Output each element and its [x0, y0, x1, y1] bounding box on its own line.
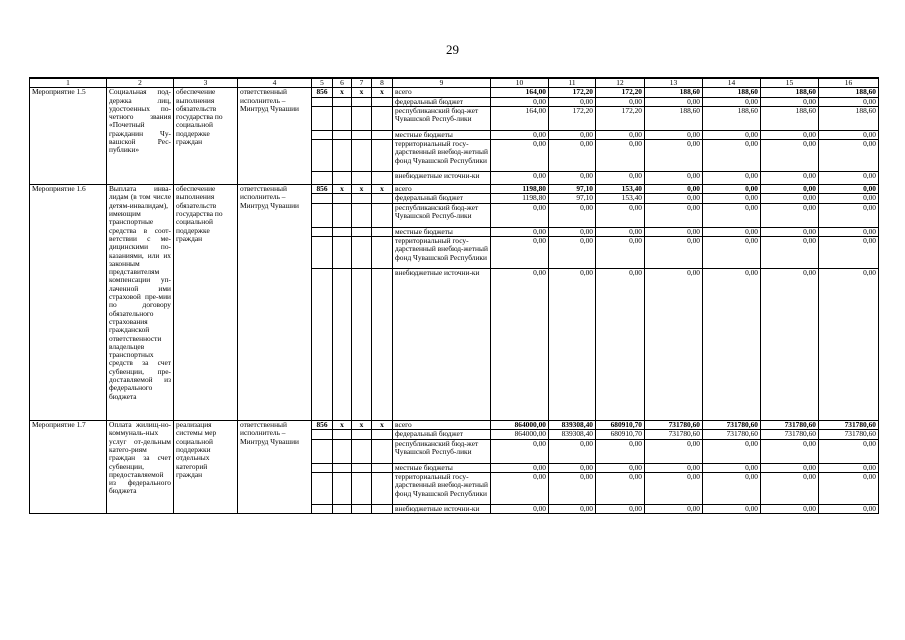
funding-source: местные бюджеты [393, 130, 491, 139]
empty-cell [352, 237, 372, 269]
empty-cell [333, 463, 352, 472]
empty-cell [312, 237, 333, 269]
empty-cell [312, 106, 333, 130]
amount-cell: 188,60 [761, 106, 819, 130]
measure-code: 856 [312, 421, 333, 430]
amount-cell: 0,00 [761, 439, 819, 463]
amount-cell: 0,00 [703, 185, 761, 194]
empty-cell [312, 504, 333, 513]
amount-cell: 0,00 [491, 439, 549, 463]
amount-cell: 0,00 [596, 140, 645, 172]
amount-cell: 0,00 [819, 237, 879, 269]
amount-cell: 164,00 [491, 106, 549, 130]
amount-cell: 0,00 [491, 140, 549, 172]
empty-cell [312, 97, 333, 106]
amount-cell: 0,00 [549, 172, 596, 185]
empty-cell [352, 194, 372, 203]
col-header: 13 [645, 78, 703, 88]
empty-cell [333, 227, 352, 236]
measure-x-mark: x [372, 185, 393, 194]
amount-cell: 0,00 [596, 439, 645, 463]
empty-cell [352, 269, 372, 421]
amount-cell: 0,00 [761, 463, 819, 472]
amount-cell: 0,00 [491, 172, 549, 185]
amount-cell: 731780,60 [703, 430, 761, 439]
measure-executor: ответственный исполнитель – Минтруд Чувашии [238, 185, 312, 421]
measure-name: Мероприятие 1.5 [30, 88, 107, 185]
amount-cell: 0,00 [491, 97, 549, 106]
amount-cell: 0,00 [819, 203, 879, 227]
amount-cell: 731780,60 [819, 421, 879, 430]
empty-cell [372, 194, 393, 203]
amount-cell: 1198,80 [491, 194, 549, 203]
measure-total-row [30, 421, 879, 430]
funding-source: местные бюджеты [393, 227, 491, 236]
empty-cell [372, 172, 393, 185]
measure-executor: ответственный исполнитель – Минтруд Чувашии [238, 421, 312, 514]
amount-cell: 0,00 [491, 504, 549, 513]
amount-cell: 0,00 [703, 269, 761, 421]
funding-source: республиканский бюд-жет Чувашской Респуб-лики [393, 203, 491, 227]
empty-cell [372, 439, 393, 463]
amount-cell: 0,00 [549, 203, 596, 227]
empty-cell [333, 237, 352, 269]
measure-name: Мероприятие 1.6 [30, 185, 107, 421]
amount-cell: 0,00 [645, 269, 703, 421]
measure-x-mark: x [372, 88, 393, 97]
amount-cell: 0,00 [819, 130, 879, 139]
amount-cell: 731780,60 [703, 421, 761, 430]
amount-cell: 172,20 [549, 88, 596, 97]
amount-cell: 0,00 [761, 172, 819, 185]
col-header: 11 [549, 78, 596, 88]
empty-cell [372, 106, 393, 130]
empty-cell [372, 203, 393, 227]
measure-x-mark: x [333, 421, 352, 430]
empty-cell [352, 130, 372, 139]
empty-cell [372, 130, 393, 139]
amount-cell: 731780,60 [819, 430, 879, 439]
empty-cell [352, 106, 372, 130]
amount-cell: 188,60 [703, 106, 761, 130]
amount-cell: 731780,60 [645, 421, 703, 430]
amount-cell: 188,60 [819, 88, 879, 97]
empty-cell [312, 439, 333, 463]
amount-cell: 0,00 [819, 227, 879, 236]
measure-x-mark: x [333, 185, 352, 194]
amount-cell: 0,00 [761, 185, 819, 194]
measure-purpose: обеспечение выполнения обязательств государства по социальной поддержке граждан [174, 88, 238, 185]
empty-cell [312, 194, 333, 203]
empty-cell [372, 472, 393, 504]
amount-cell: 0,00 [703, 172, 761, 185]
funding-source: республиканский бюд-жет Чувашской Респуб-лики [393, 106, 491, 130]
amount-cell: 0,00 [596, 227, 645, 236]
empty-cell [372, 237, 393, 269]
amount-cell: 188,60 [703, 88, 761, 97]
amount-cell: 0,00 [703, 194, 761, 203]
amount-cell: 680910,70 [596, 430, 645, 439]
empty-cell [333, 430, 352, 439]
funding-source: внебюджетные источни-ки [393, 504, 491, 513]
funding-source: республиканский бюд-жет Чувашской Респуб-лики [393, 439, 491, 463]
amount-cell: 0,00 [819, 269, 879, 421]
empty-cell [352, 472, 372, 504]
empty-cell [352, 140, 372, 172]
amount-cell: 0,00 [645, 185, 703, 194]
measure-code: 856 [312, 88, 333, 97]
amount-cell: 0,00 [549, 269, 596, 421]
amount-cell: 0,00 [645, 203, 703, 227]
amount-cell: 188,60 [761, 88, 819, 97]
empty-cell [312, 172, 333, 185]
funding-source: внебюджетные источни-ки [393, 172, 491, 185]
empty-cell [352, 97, 372, 106]
amount-cell: 0,00 [761, 97, 819, 106]
empty-cell [352, 439, 372, 463]
funding-source: федеральный бюджет [393, 97, 491, 106]
amount-cell: 97,10 [549, 194, 596, 203]
amount-cell: 0,00 [761, 227, 819, 236]
amount-cell: 0,00 [491, 472, 549, 504]
amount-cell: 97,10 [549, 185, 596, 194]
col-header: 5 [312, 78, 333, 88]
funding-source: местные бюджеты [393, 463, 491, 472]
amount-cell: 0,00 [549, 130, 596, 139]
empty-cell [333, 172, 352, 185]
amount-cell: 0,00 [491, 130, 549, 139]
amount-cell: 188,60 [819, 106, 879, 130]
amount-cell: 0,00 [645, 439, 703, 463]
measure-code: 856 [312, 185, 333, 194]
amount-cell: 0,00 [761, 130, 819, 139]
measure-purpose: реализация системы мер социальной поддержки отдельных категорий граждан [174, 421, 238, 514]
amount-cell: 0,00 [645, 140, 703, 172]
col-header: 8 [372, 78, 393, 88]
empty-cell [312, 430, 333, 439]
col-header: 12 [596, 78, 645, 88]
amount-cell: 0,00 [703, 463, 761, 472]
amount-cell: 0,00 [549, 97, 596, 106]
measure-total-row [30, 185, 879, 194]
empty-cell [372, 227, 393, 236]
amount-cell: 172,20 [549, 106, 596, 130]
amount-cell: 839308,40 [549, 430, 596, 439]
amount-cell: 172,20 [596, 88, 645, 97]
empty-cell [333, 439, 352, 463]
empty-cell [312, 269, 333, 421]
empty-cell [352, 172, 372, 185]
empty-cell [352, 227, 372, 236]
amount-cell: 0,00 [491, 463, 549, 472]
measure-executor: ответственный исполнитель – Минтруд Чувашии [238, 88, 312, 185]
amount-cell: 153,40 [596, 185, 645, 194]
amount-cell: 0,00 [819, 439, 879, 463]
amount-cell: 680910,70 [596, 421, 645, 430]
amount-cell: 0,00 [491, 269, 549, 421]
col-header: 14 [703, 78, 761, 88]
amount-cell: 1198,80 [491, 185, 549, 194]
amount-cell: 0,00 [645, 97, 703, 106]
measure-x-mark: x [352, 88, 372, 97]
amount-cell: 864000,00 [491, 421, 549, 430]
funding-source: территориальный госу-дарственный внебюд-жетный фонд Чувашской Республики [393, 237, 491, 269]
amount-cell: 839308,40 [549, 421, 596, 430]
amount-cell: 0,00 [703, 237, 761, 269]
amount-cell: 731780,60 [761, 430, 819, 439]
col-header: 6 [333, 78, 352, 88]
amount-cell: 0,00 [645, 194, 703, 203]
col-header: 4 [238, 78, 312, 88]
amount-cell: 0,00 [596, 237, 645, 269]
empty-cell [333, 472, 352, 504]
funding-source: всего [393, 421, 491, 430]
amount-cell: 0,00 [596, 172, 645, 185]
empty-cell [333, 504, 352, 513]
amount-cell: 0,00 [703, 504, 761, 513]
empty-cell [312, 130, 333, 139]
empty-cell [352, 463, 372, 472]
empty-cell [312, 463, 333, 472]
measure-x-mark: x [352, 185, 372, 194]
amount-cell: 0,00 [549, 472, 596, 504]
amount-cell: 0,00 [761, 140, 819, 172]
measure-purpose: обеспечение выполнения обязательств государства по социальной поддержке граждан [174, 185, 238, 421]
amount-cell: 0,00 [703, 140, 761, 172]
amount-cell: 0,00 [596, 463, 645, 472]
amount-cell: 0,00 [596, 269, 645, 421]
amount-cell: 188,60 [645, 106, 703, 130]
amount-cell: 0,00 [703, 203, 761, 227]
col-header: 2 [107, 78, 174, 88]
amount-cell: 731780,60 [645, 430, 703, 439]
measure-description: Выплата инва-лидам (в том числе детям-инвалидам), имеющим транспортные средства в соот-ветствии с ме-дицинскими по-казаниями, или их законным представителям компенсации уп-лаченной ими страховой пре-мии по договору обязательного страхования гражданской ответственности владельцев транспортных средств за счет субвенции, пре-доставляемой из федерального бюджета [107, 185, 174, 421]
amount-cell: 0,00 [703, 472, 761, 504]
empty-cell [333, 203, 352, 227]
amount-cell: 0,00 [819, 463, 879, 472]
amount-cell: 0,00 [596, 203, 645, 227]
empty-cell [372, 140, 393, 172]
empty-cell [333, 106, 352, 130]
empty-cell [333, 269, 352, 421]
amount-cell: 0,00 [549, 227, 596, 236]
amount-cell: 0,00 [491, 237, 549, 269]
measure-x-mark: x [333, 88, 352, 97]
empty-cell [333, 194, 352, 203]
amount-cell: 0,00 [819, 194, 879, 203]
amount-cell: 731780,60 [761, 421, 819, 430]
measure-x-mark: x [352, 421, 372, 430]
amount-cell: 0,00 [596, 97, 645, 106]
amount-cell: 0,00 [645, 504, 703, 513]
empty-cell [372, 269, 393, 421]
empty-cell [312, 140, 333, 172]
amount-cell: 0,00 [491, 227, 549, 236]
amount-cell: 0,00 [761, 269, 819, 421]
amount-cell: 188,60 [645, 88, 703, 97]
amount-cell: 0,00 [596, 472, 645, 504]
empty-cell [372, 463, 393, 472]
amount-cell: 0,00 [491, 203, 549, 227]
amount-cell: 0,00 [549, 140, 596, 172]
amount-cell: 0,00 [645, 472, 703, 504]
amount-cell: 0,00 [761, 203, 819, 227]
amount-cell: 0,00 [819, 185, 879, 194]
col-header: 3 [174, 78, 238, 88]
empty-cell [333, 97, 352, 106]
amount-cell: 0,00 [549, 439, 596, 463]
funding-source: внебюджетные источни-ки [393, 269, 491, 421]
amount-cell: 0,00 [645, 130, 703, 139]
budget-table [29, 77, 879, 514]
measure-description: Оплата жилищ-но-коммуналь-ных услуг от-дельным катего-риям граждан за счет субвенции, предоставляемой из федерального бюджета [107, 421, 174, 514]
empty-cell [372, 504, 393, 513]
amount-cell: 0,00 [645, 237, 703, 269]
empty-cell [352, 430, 372, 439]
amount-cell: 0,00 [596, 130, 645, 139]
amount-cell: 0,00 [645, 463, 703, 472]
amount-cell: 0,00 [549, 463, 596, 472]
empty-cell [333, 130, 352, 139]
empty-cell [312, 203, 333, 227]
amount-cell: 0,00 [761, 194, 819, 203]
amount-cell: 0,00 [819, 172, 879, 185]
col-header: 1 [30, 78, 107, 88]
amount-cell: 0,00 [761, 472, 819, 504]
funding-source: федеральный бюджет [393, 430, 491, 439]
header-row [30, 78, 879, 88]
amount-cell: 0,00 [596, 504, 645, 513]
empty-cell [333, 140, 352, 172]
amount-cell: 0,00 [703, 130, 761, 139]
amount-cell: 0,00 [761, 237, 819, 269]
measure-x-mark: x [372, 421, 393, 430]
funding-source: федеральный бюджет [393, 194, 491, 203]
measure-name: Мероприятие 1.7 [30, 421, 107, 514]
amount-cell: 0,00 [761, 504, 819, 513]
empty-cell [352, 203, 372, 227]
empty-cell [312, 227, 333, 236]
amount-cell: 153,40 [596, 194, 645, 203]
col-header: 16 [819, 78, 879, 88]
col-header: 15 [761, 78, 819, 88]
measure-description: Социальная под-держка лиц, удостоенных по-четного звания «Почетный гражданин Чу-вашской Рес-публики» [107, 88, 174, 185]
amount-cell: 0,00 [549, 237, 596, 269]
col-header: 9 [393, 78, 491, 88]
amount-cell: 0,00 [703, 439, 761, 463]
measure-total-row [30, 88, 879, 97]
funding-source: всего [393, 88, 491, 97]
amount-cell: 164,00 [491, 88, 549, 97]
amount-cell: 0,00 [819, 504, 879, 513]
amount-cell: 0,00 [819, 472, 879, 504]
amount-cell: 864000,00 [491, 430, 549, 439]
amount-cell: 172,20 [596, 106, 645, 130]
amount-cell: 0,00 [819, 140, 879, 172]
amount-cell: 0,00 [645, 172, 703, 185]
funding-source: всего [393, 185, 491, 194]
empty-cell [372, 97, 393, 106]
amount-cell: 0,00 [819, 97, 879, 106]
amount-cell: 0,00 [549, 504, 596, 513]
amount-cell: 0,00 [703, 97, 761, 106]
empty-cell [312, 472, 333, 504]
empty-cell [352, 504, 372, 513]
funding-source: территориальный госу-дарственный внебюд-жетный фонд Чувашской Республики [393, 472, 491, 504]
funding-source: территориальный госу-дарственный внебюд-жетный фонд Чувашской Республики [393, 140, 491, 172]
empty-cell [372, 430, 393, 439]
amount-cell: 0,00 [703, 227, 761, 236]
col-header: 10 [491, 78, 549, 88]
amount-cell: 0,00 [645, 227, 703, 236]
col-header: 7 [352, 78, 372, 88]
page-number: 29 [446, 42, 459, 57]
